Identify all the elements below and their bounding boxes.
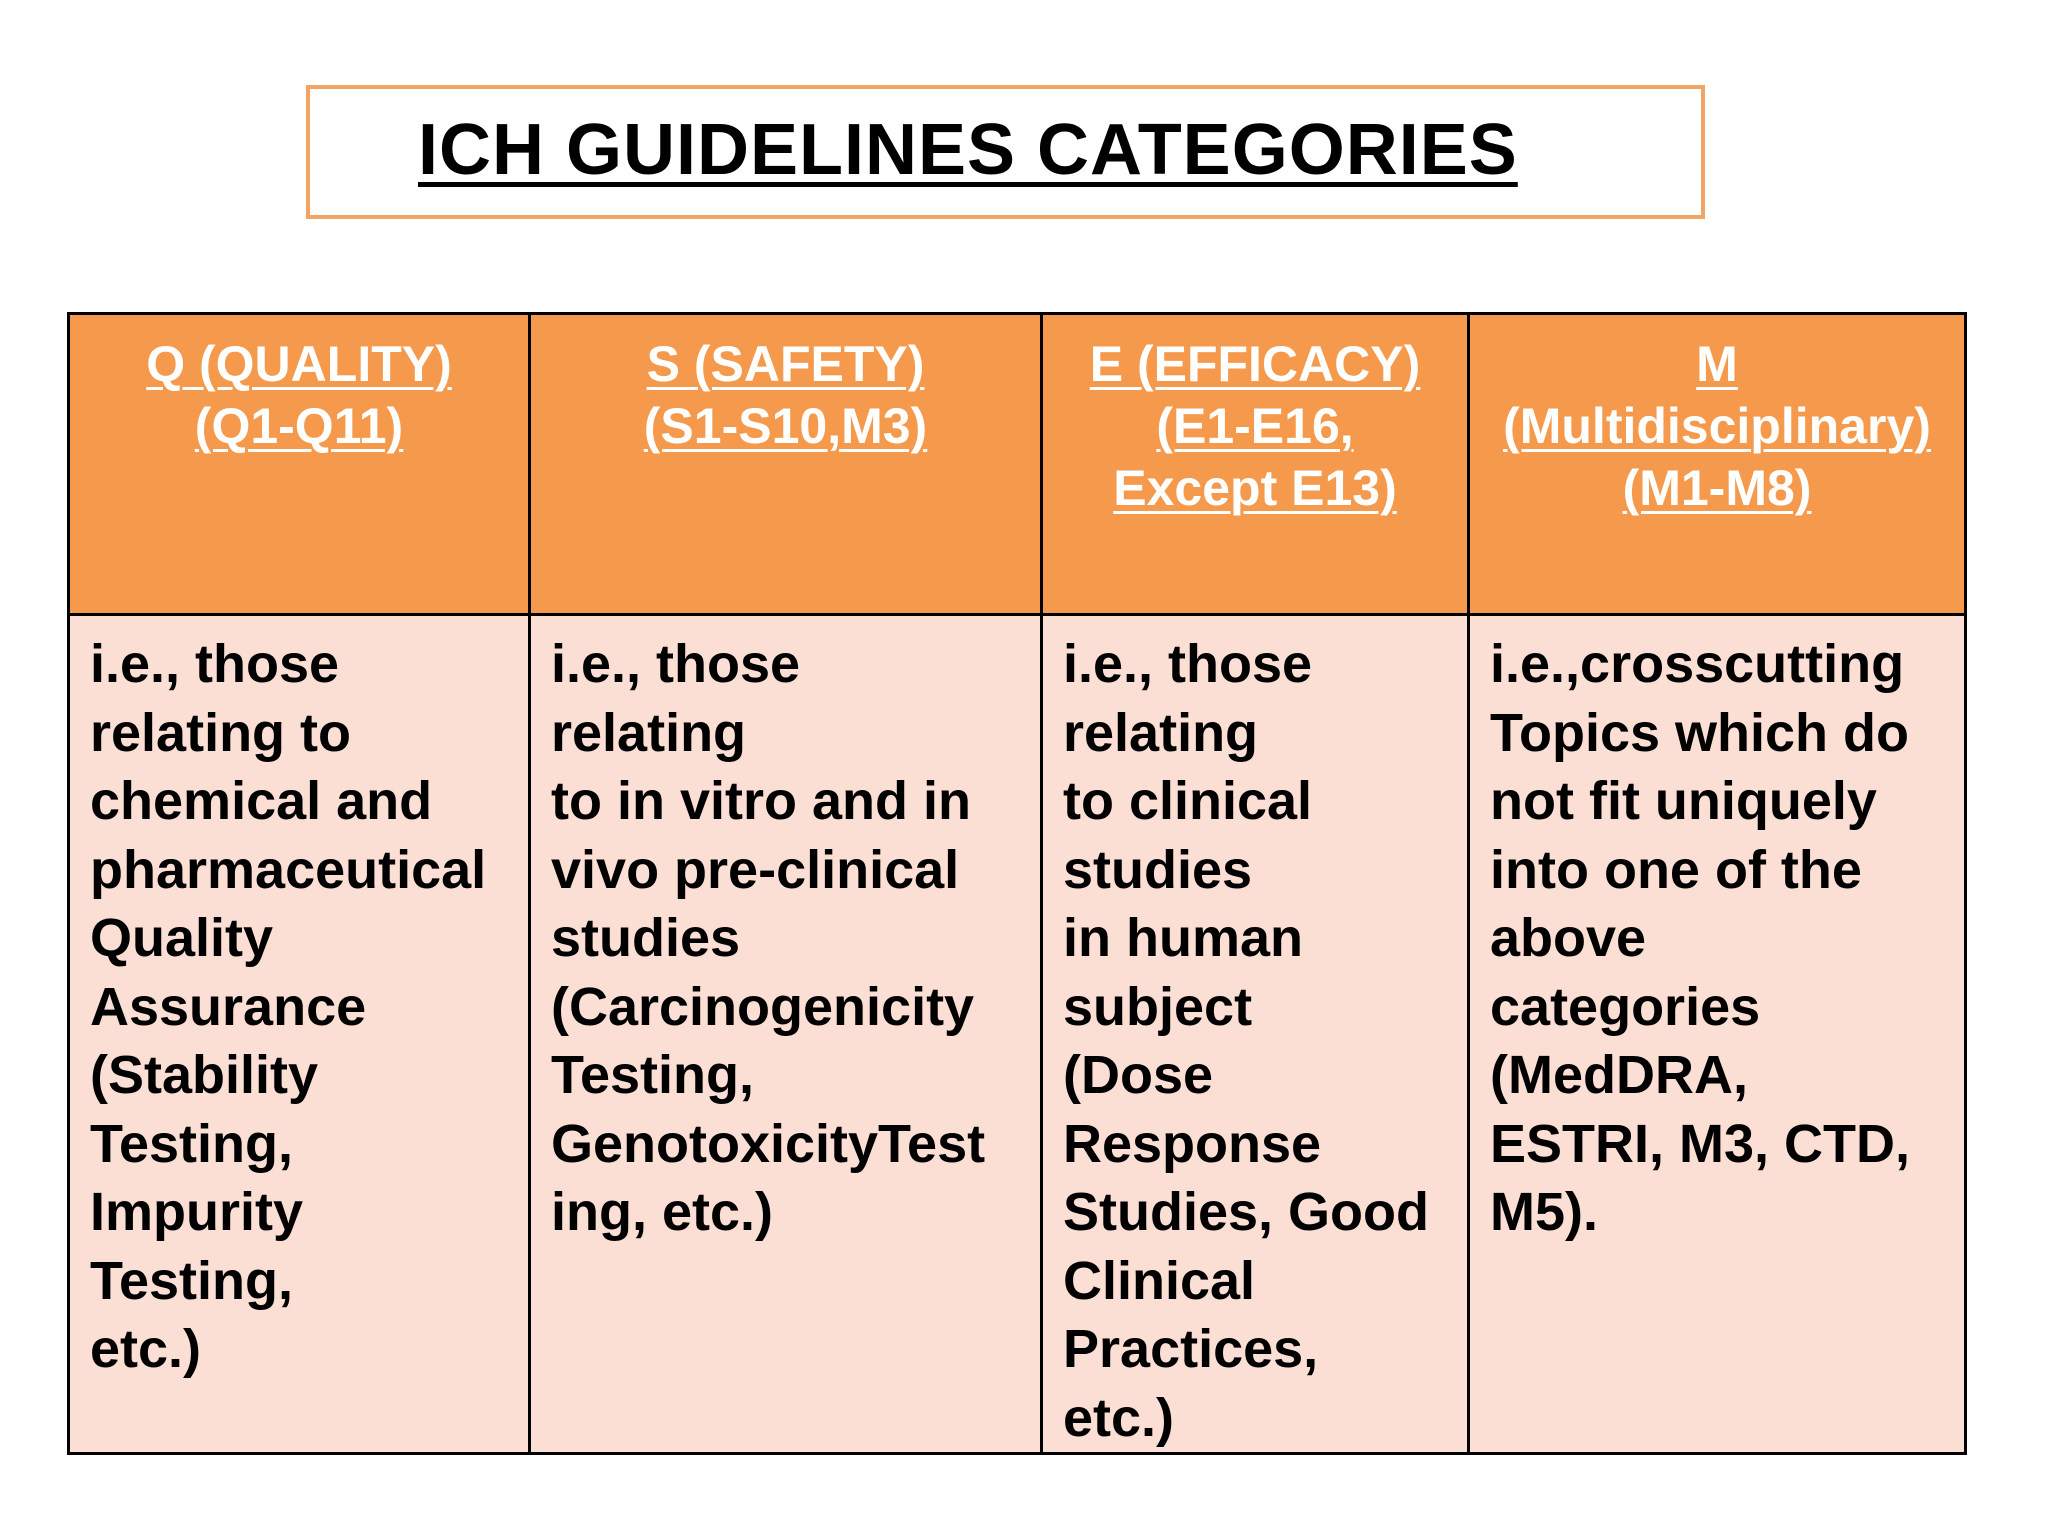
body-cell-safety: [530, 615, 1042, 1454]
header-quality: Q (QUALITY) (Q1-Q11): [146, 336, 452, 454]
header-cell-safety: [530, 314, 1042, 615]
body-row: [69, 615, 1966, 1454]
header-multidisciplinary: M (Multidisciplinary) (M1-M8): [1503, 336, 1931, 516]
categories-table-wrap: [67, 312, 1964, 1448]
categories-table: [67, 312, 1967, 1455]
header-efficacy: E (EFFICACY) (E1-E16, Except E13): [1089, 336, 1421, 516]
header-cell-quality: [69, 314, 530, 615]
title-box: [306, 85, 1705, 219]
description-efficacy: i.e., those relating to clinical studies in human subject (Dose Response Studies, Good Clinical Practices, etc.): [1063, 634, 1430, 1448]
description-quality: i.e., those relating to chemical and pharmaceutical Quality Assurance (Stability Testing, Impurity Testing, etc.): [90, 634, 487, 1379]
header-cell-multidisciplinary: [1469, 314, 1966, 615]
body-cell-multidisciplinary: [1469, 615, 1966, 1454]
description-safety: i.e., those relating to in vitro and in vivo pre-clinical studies (Carcinogenicity Testing, GenotoxicityTest ing, etc.): [551, 634, 986, 1242]
body-cell-quality: [69, 615, 530, 1454]
page-title: ICH GUIDELINES CATEGORIES: [418, 110, 1518, 190]
header-safety: S (SAFETY) (S1-S10,M3): [643, 336, 928, 454]
header-cell-efficacy: [1042, 314, 1469, 615]
description-multidisciplinary: i.e.,crosscutting Topics which do not fit uniquely into one of the above categories (MedDRA, ESTRI, M3, CTD, M5).: [1490, 634, 1911, 1242]
body-cell-efficacy: [1042, 615, 1469, 1454]
header-row: [69, 314, 1966, 615]
